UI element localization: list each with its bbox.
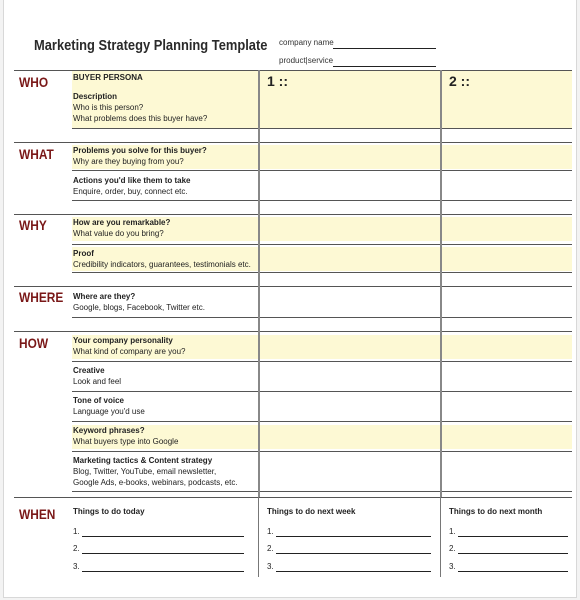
tone-label: Tone of voice Language you'd use xyxy=(73,396,145,416)
personality-label: Your company personality What kind of company are you? xyxy=(73,336,186,356)
todo-today-field-2[interactable] xyxy=(82,553,244,554)
row-divider xyxy=(72,244,572,245)
todo-today-field-1[interactable] xyxy=(82,536,244,537)
todo-today-field-3[interactable] xyxy=(82,571,244,572)
todo-week-field-1[interactable] xyxy=(276,536,431,537)
where-label: Where are they? Google, blogs, Facebook, Twitter etc. xyxy=(73,292,205,312)
row-divider xyxy=(72,272,572,273)
todo-number: 3. xyxy=(267,562,274,571)
remarkable-label: How are you remarkable? What value do you bring? xyxy=(73,218,171,238)
todo-week-field-2[interactable] xyxy=(276,553,431,554)
tactics-label: Marketing tactics & Content strategy Blog, Twitter, YouTube, email newsletter, Google Ads, e-books, webinars, podcasts, etc. xyxy=(73,456,238,487)
section-what: WHAT xyxy=(19,146,54,162)
company-name-field[interactable] xyxy=(333,48,436,49)
todo-month-field-1[interactable] xyxy=(458,536,568,537)
row-divider xyxy=(72,200,572,201)
todo-month-field-2[interactable] xyxy=(458,553,568,554)
problems-label: Problems you solve for this buyer? Why are they buying from you? xyxy=(73,146,207,166)
todo-number: 2. xyxy=(73,544,80,553)
todo-month-header: Things to do next month xyxy=(449,507,543,516)
page-title: Marketing Strategy Planning Template xyxy=(34,37,268,54)
section-why: WHY xyxy=(19,217,47,233)
row-divider xyxy=(14,497,572,498)
row-divider xyxy=(14,331,572,332)
row-divider xyxy=(14,286,572,287)
column-divider xyxy=(258,497,259,577)
row-divider xyxy=(72,317,572,318)
todo-number: 3. xyxy=(73,562,80,571)
todo-number: 2. xyxy=(449,544,456,553)
description-label: Description Who is this person? What problems does this buyer have? xyxy=(73,92,208,123)
todo-number: 1. xyxy=(267,527,274,536)
keywords-label: Keyword phrases? What buyers type into Google xyxy=(73,426,179,446)
row-divider xyxy=(72,361,572,362)
section-who: WHO xyxy=(19,74,49,90)
product-service-label: product|service xyxy=(279,56,334,65)
todo-today-header: Things to do today xyxy=(73,507,145,516)
row-divider xyxy=(14,70,572,71)
row-divider xyxy=(14,142,572,143)
template-page xyxy=(4,0,576,597)
row-divider xyxy=(72,170,572,171)
row-divider xyxy=(14,214,572,215)
column-divider xyxy=(440,497,441,577)
todo-number: 1. xyxy=(73,527,80,536)
todo-month-field-3[interactable] xyxy=(458,571,568,572)
column-1-header: 1 :: xyxy=(267,73,288,89)
creative-label: Creative Look and feel xyxy=(73,366,122,386)
section-when: WHEN xyxy=(19,506,56,522)
actions-label: Actions you'd like them to take Enquire, order, buy, connect etc. xyxy=(73,176,191,196)
row-divider xyxy=(72,451,572,452)
column-divider xyxy=(258,70,260,497)
todo-week-field-3[interactable] xyxy=(276,571,431,572)
row-divider xyxy=(72,491,572,492)
row-divider xyxy=(72,421,572,422)
column-divider xyxy=(440,70,442,497)
product-service-field[interactable] xyxy=(333,66,436,67)
buyer-persona-label: BUYER PERSONA xyxy=(73,73,143,82)
todo-number: 3. xyxy=(449,562,456,571)
section-where: WHERE xyxy=(19,289,64,305)
todo-week-header: Things to do next week xyxy=(267,507,356,516)
todo-number: 1. xyxy=(449,527,456,536)
row-divider xyxy=(72,128,572,129)
row-divider xyxy=(72,391,572,392)
todo-number: 2. xyxy=(267,544,274,553)
column-2-header: 2 :: xyxy=(449,73,470,89)
company-name-label: company name xyxy=(279,38,334,47)
proof-label: Proof Credibility indicators, guarantees, testimonials etc. xyxy=(73,249,251,269)
section-how: HOW xyxy=(19,335,49,351)
